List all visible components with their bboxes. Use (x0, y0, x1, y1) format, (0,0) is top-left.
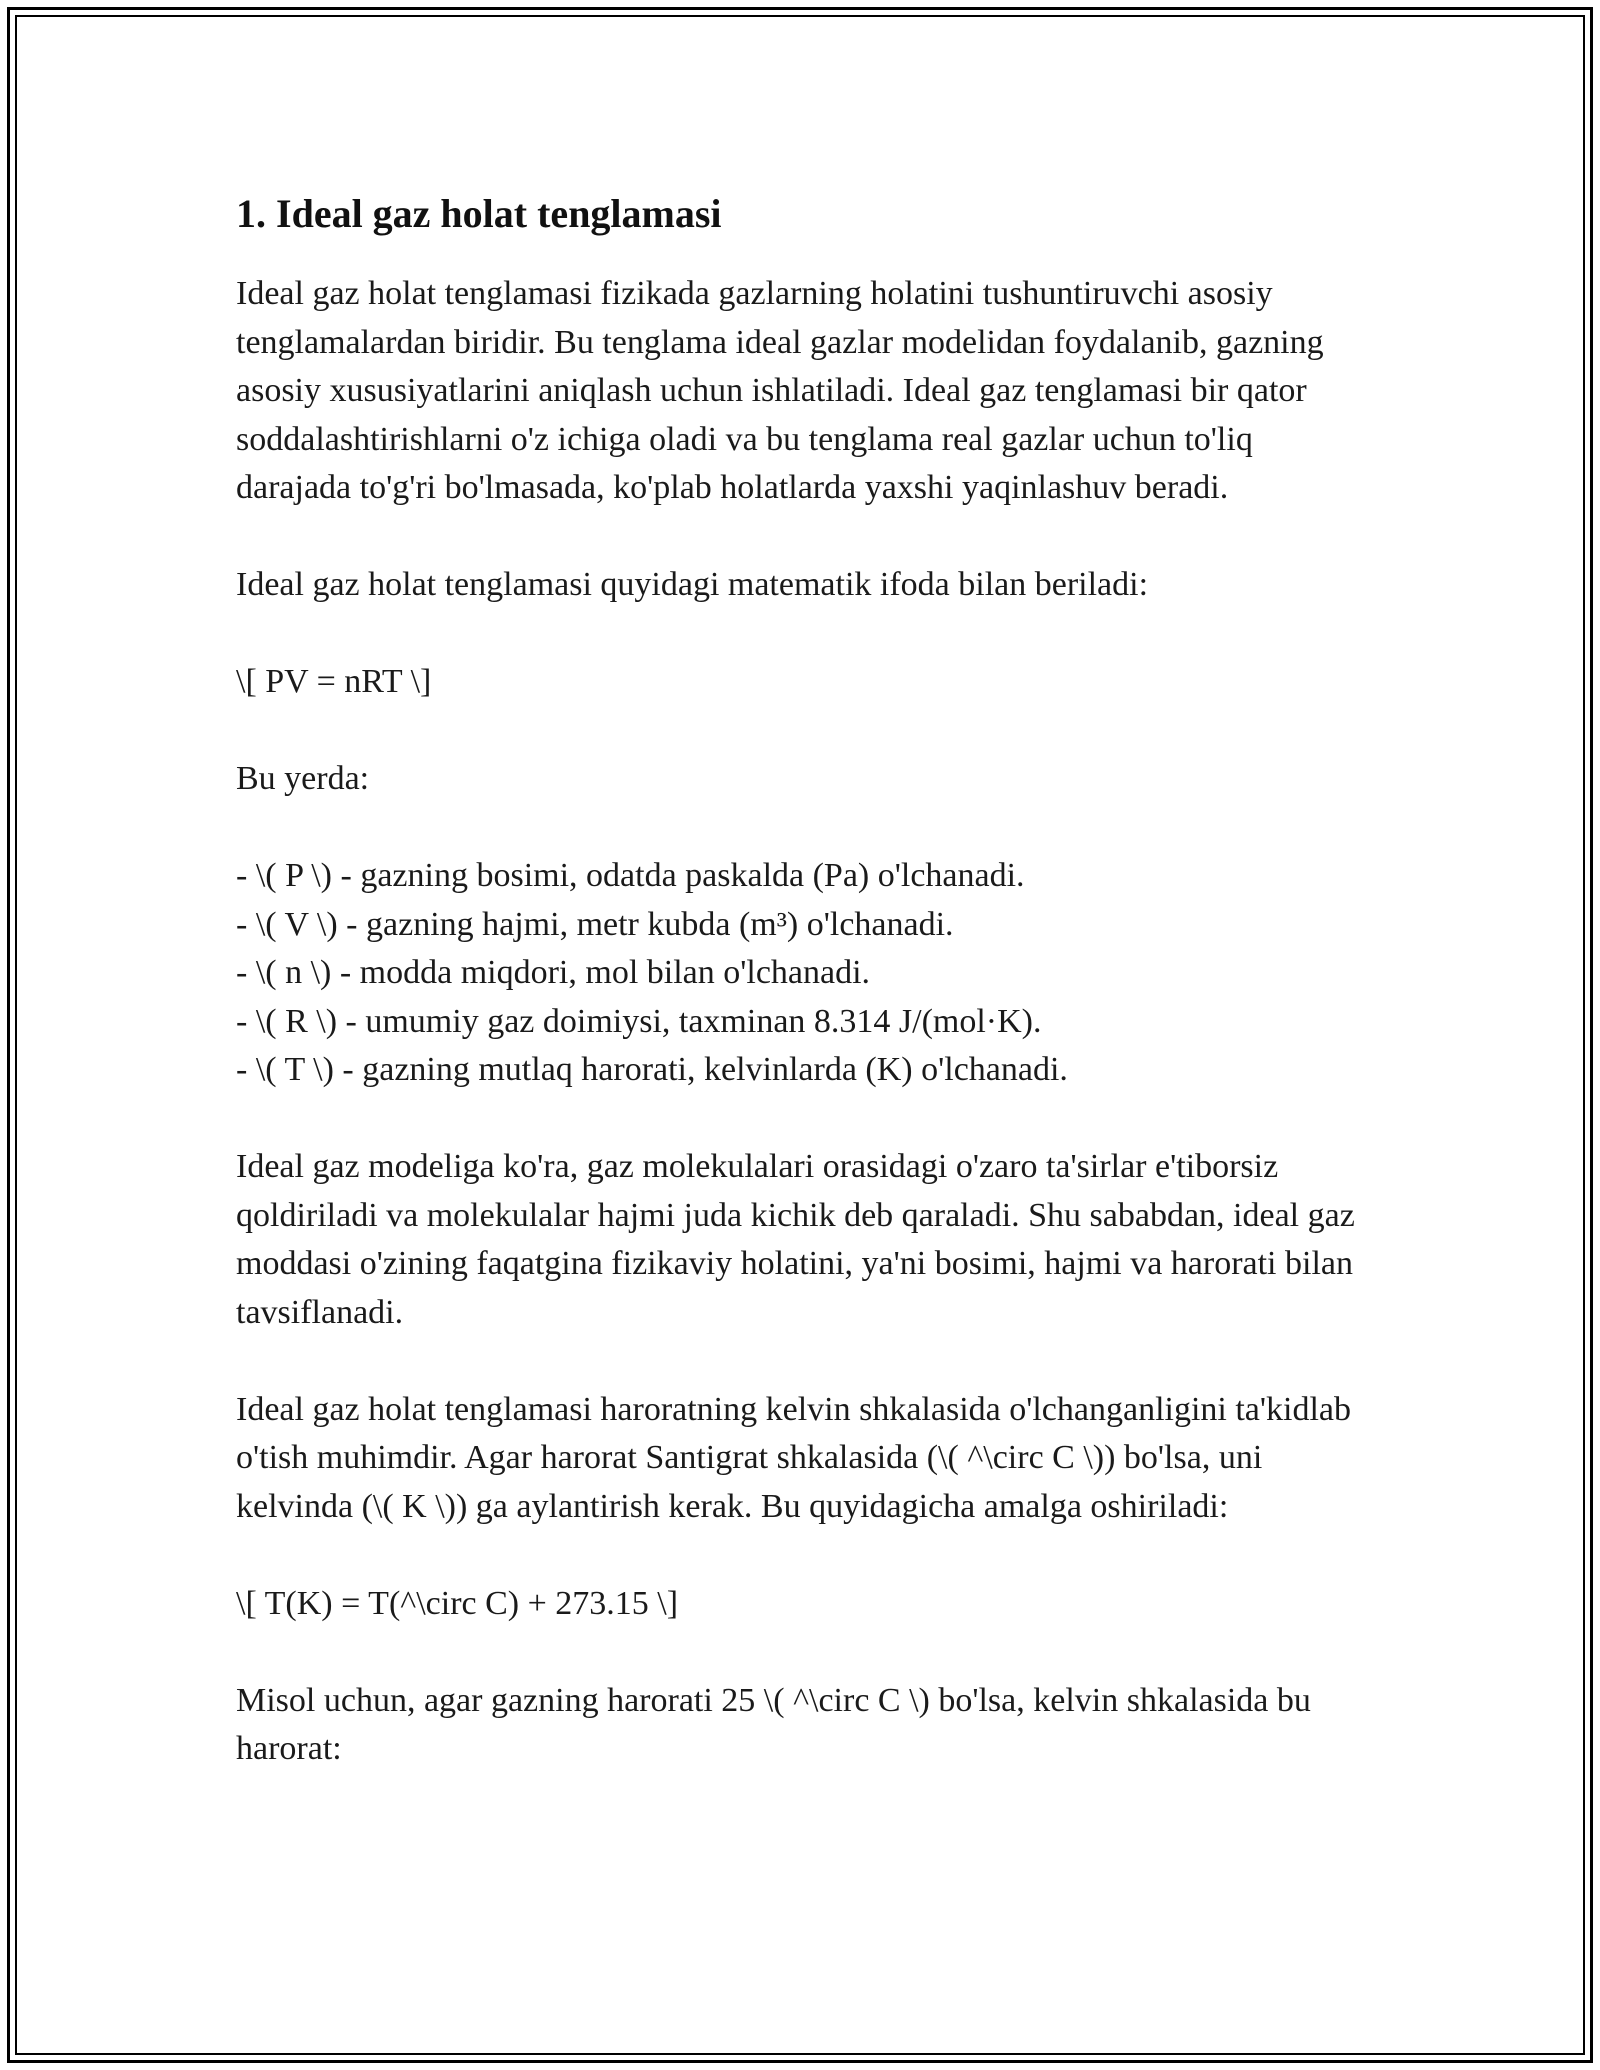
list-item: - \( V \) - gazning hajmi, metr kubda (m³) o'lchanadi. (236, 905, 954, 943)
ideal-gas-formula: \[ PV = nRT \] (236, 663, 432, 700)
formula-intro-paragraph: Ideal gaz holat tenglamasi quyidagi matematik ifoda bilan beriladi: (236, 566, 1149, 603)
list-item: - \( P \) - gazning bosimi, odatda paskalda (Pa) o'lchanadi. (236, 857, 1025, 894)
model-paragraph: Ideal gaz modeliga ko'ra, gaz molekulalari orasidagi o'zaro ta'sirlar e'tiborsiz qoldiriladi va molekulalar hajmi juda kichik deb qaraladi. Shu sababdan, ideal gaz moddasi o'zining faqatgina fizikaviy holatini, ya'ni bosimi, hajmi va harorati bilan tavsiflanadi. (236, 1148, 1364, 1331)
list-item: - \( n \) - modda miqdori, mol bilan o'lchanadi. (236, 954, 871, 991)
example-paragraph: Misol uchun, agar gazning harorati 25 \( ^\circ C \) bo'lsa, kelvin shkalasida bu harorat: (236, 1681, 1320, 1767)
kelvin-formula: \[ T(K) = T(^\circ C) + 273.15 \] (236, 1584, 679, 1622)
where-paragraph: Bu yerda: (236, 760, 370, 797)
intro-paragraph: Ideal gaz holat tenglamasi fizikada gazlarning holatini tushuntiruvchi asosiy tenglamalardan biridir. Bu tenglama ideal gazlar modelidan foydalanib, gazning asosiy xususiyatlarini aniqlash uchun ishlatiladi. Ideal gaz tenglamasi bir qator soddalashtirishlarni o'z ichiga oladi va bu tenglama real gazlar uchun to'liq darajada to'g'ri bo'lmasada, ko'plab holatlarda yaxshi yaqinlashuv beradi. (236, 275, 1333, 506)
kelvin-paragraph: Ideal gaz holat tenglamasi haroratning kelvin shkalasida o'lchanganligini ta'kidlab o'tish muhimdir. Agar harorat Santigrat shkalasida (\( ^\circ C \)) bo'lsa, uni kelvinda (\( K \)) ga aylantirish kerak. Bu quyidagicha amalga oshiriladi: (236, 1390, 1360, 1525)
document-body (236, 186, 1376, 1822)
list-item: - \( R \) - umumiy gaz doimiysi, taxminan 8.314 J/(mol·K). (236, 1002, 1042, 1040)
list-item: - \( T \) - gazning mutlaq harorati, kelvinlarda (K) o'lchanadi. (236, 1051, 1068, 1088)
variables-list (236, 852, 1376, 1095)
section-heading: 1. Ideal gaz holat tenglamasi (236, 191, 722, 236)
